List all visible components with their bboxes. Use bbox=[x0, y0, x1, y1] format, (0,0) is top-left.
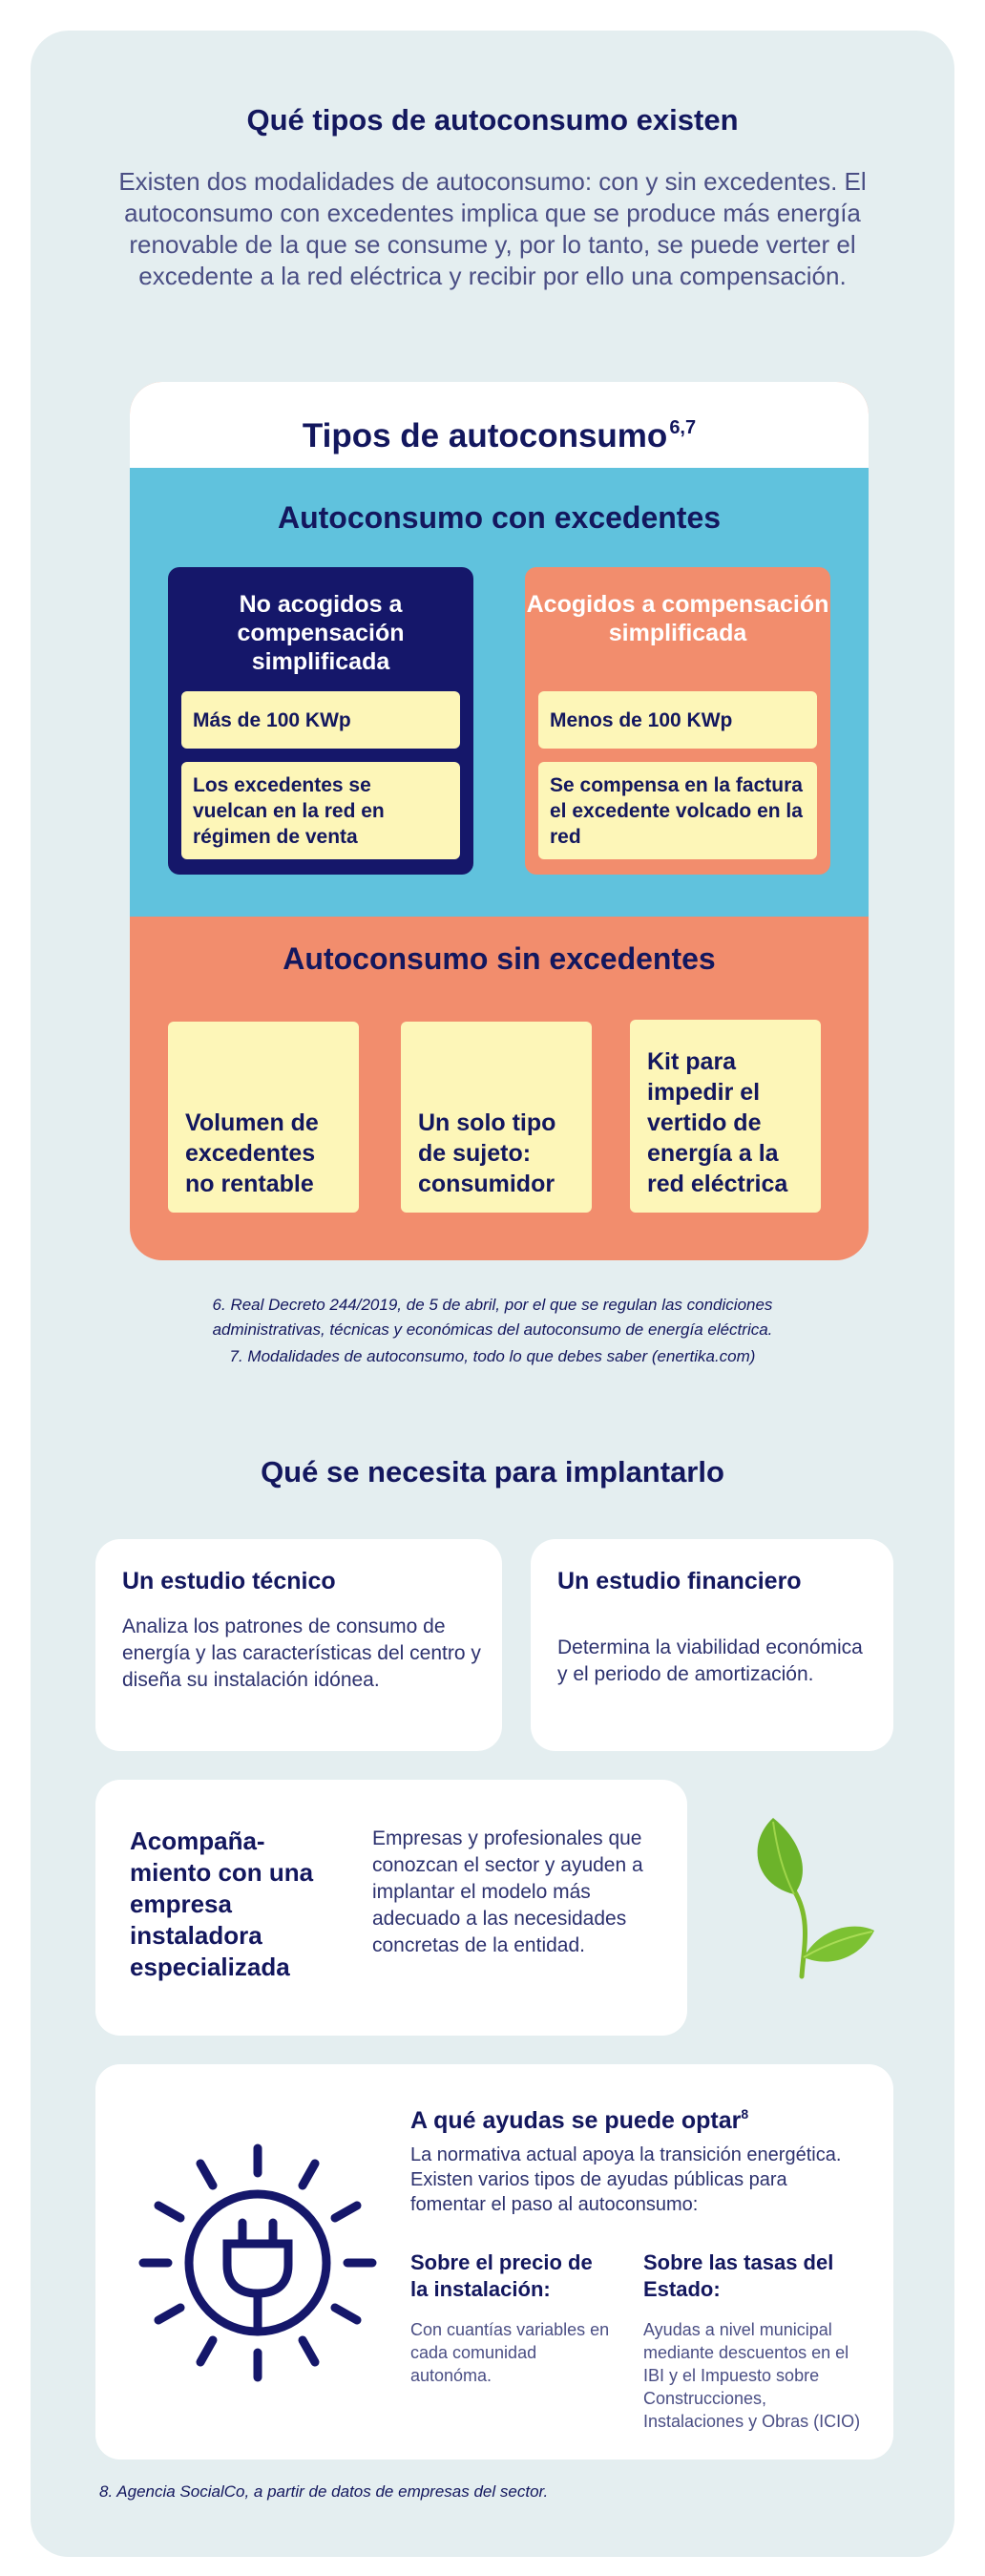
estudio-tecnico-text: Analiza los patrones de consumo de energía y las características del centro y diseña su instalación idónea. bbox=[122, 1615, 481, 1691]
con-excedentes-title: Autoconsumo con excedentes bbox=[277, 500, 722, 535]
ayudas-title bbox=[410, 2106, 748, 2135]
sin-excedentes-title: Autoconsumo sin excedentes bbox=[283, 941, 716, 976]
acogidos-item-power: Menos de 100 KWp bbox=[538, 691, 817, 749]
card-ayudas bbox=[95, 2064, 893, 2460]
acogidos-box bbox=[525, 567, 830, 875]
card-acompanamiento bbox=[95, 1780, 687, 2036]
sin-excedentes-box-volume: Volumen de excedentes no rentable bbox=[168, 1022, 359, 1213]
sin-excedentes-box-subject: Un solo tipo de sujeto: consumidor bbox=[401, 1022, 592, 1213]
card-estudio-tecnico bbox=[95, 1539, 502, 1751]
tipos-card bbox=[130, 382, 869, 1260]
tipos-card-footnote-ref: 6,7 bbox=[669, 417, 697, 438]
ayudas-text: La normativa actual apoya la transición energética. Existen varios tipos de ayudas públicas para fomentar el paso al autoconsumo: bbox=[410, 2144, 842, 2215]
acompanamiento-text: Empresas y profesionales que conozcan el sector y ayuden a implantar el modelo más adecuado a las necesidades concretas de la entidad. bbox=[372, 1827, 643, 1956]
intro-paragraph: Existen dos modalidades de autoconsumo: con y sin excedentes. El autoconsumo con excedentes implica que se produce más energía renovable de la que se consume y, por lo tanto, se puede verter el excedente a la red eléctrica y recibir por ello una compensación. bbox=[118, 167, 867, 290]
acompanamiento-title: Acompaña-miento con una empresa instaladora especializada bbox=[130, 1826, 314, 1981]
ayudas-tasas-text: Ayudas a nivel municipal mediante descuentos en el IBI y el Impuesto sobre Construcciones, Instalaciones y Obras (ICIO) bbox=[643, 2320, 861, 2431]
section-title-tipos: Qué tipos de autoconsumo existen bbox=[246, 103, 739, 137]
footnote-6: 6. Real Decreto 244/2019, de 5 de abril, por el que se regulan las condiciones administrativas, técnicas y económicas del autoconsumo de energía eléctrica. bbox=[212, 1296, 773, 1339]
sun-plug-icon bbox=[124, 2129, 391, 2397]
footnote-7: 7. Modalidades de autoconsumo, todo lo que debes saber (enertika.com) bbox=[229, 1347, 756, 1365]
estudio-financiero-title: Un estudio financiero bbox=[557, 1568, 802, 1594]
ayudas-title-text: A qué ayudas se puede optar bbox=[410, 2107, 742, 2134]
tipos-card-header bbox=[130, 382, 869, 468]
acogidos-title: Acogidos a compensación simplificada bbox=[526, 591, 829, 646]
ayudas-precio-title: Sobre el precio de la instalación: bbox=[410, 2250, 593, 2301]
no-acogidos-box bbox=[168, 567, 473, 875]
sin-excedentes-box-kit: Kit para impedir el vertido de energía a la red eléctrica bbox=[630, 1020, 821, 1213]
leaf-icon bbox=[735, 1814, 878, 1986]
section-title-implantar: Qué se necesita para implantarlo bbox=[261, 1455, 724, 1489]
estudio-financiero-text: Determina la viabilidad económica y el periodo de amortización. bbox=[557, 1636, 863, 1685]
estudio-tecnico-title: Un estudio técnico bbox=[122, 1568, 336, 1594]
no-acogidos-title: No acogidos a compensación simplificada bbox=[237, 591, 405, 675]
ayudas-tasas-title: Sobre las tasas del Estado: bbox=[643, 2250, 834, 2301]
ayudas-footnote-ref: 8 bbox=[741, 2106, 749, 2122]
no-acogidos-item-sale: Los excedentes se vuelcan en la red en régimen de venta bbox=[181, 762, 460, 859]
tipos-card-title: Tipos de autoconsumo bbox=[302, 417, 668, 454]
footnote-8: 8. Agencia SocialCo, a partir de datos de empresas del sector. bbox=[99, 2482, 549, 2501]
ayudas-precio-text: Con cuantías variables en cada comunidad autonóma. bbox=[410, 2320, 610, 2385]
acogidos-item-compensation: Se compensa en la factura el excedente volcado en la red bbox=[538, 762, 817, 859]
con-excedentes-section bbox=[130, 468, 869, 917]
no-acogidos-item-power: Más de 100 KWp bbox=[181, 691, 460, 749]
card-estudio-financiero bbox=[531, 1539, 893, 1751]
